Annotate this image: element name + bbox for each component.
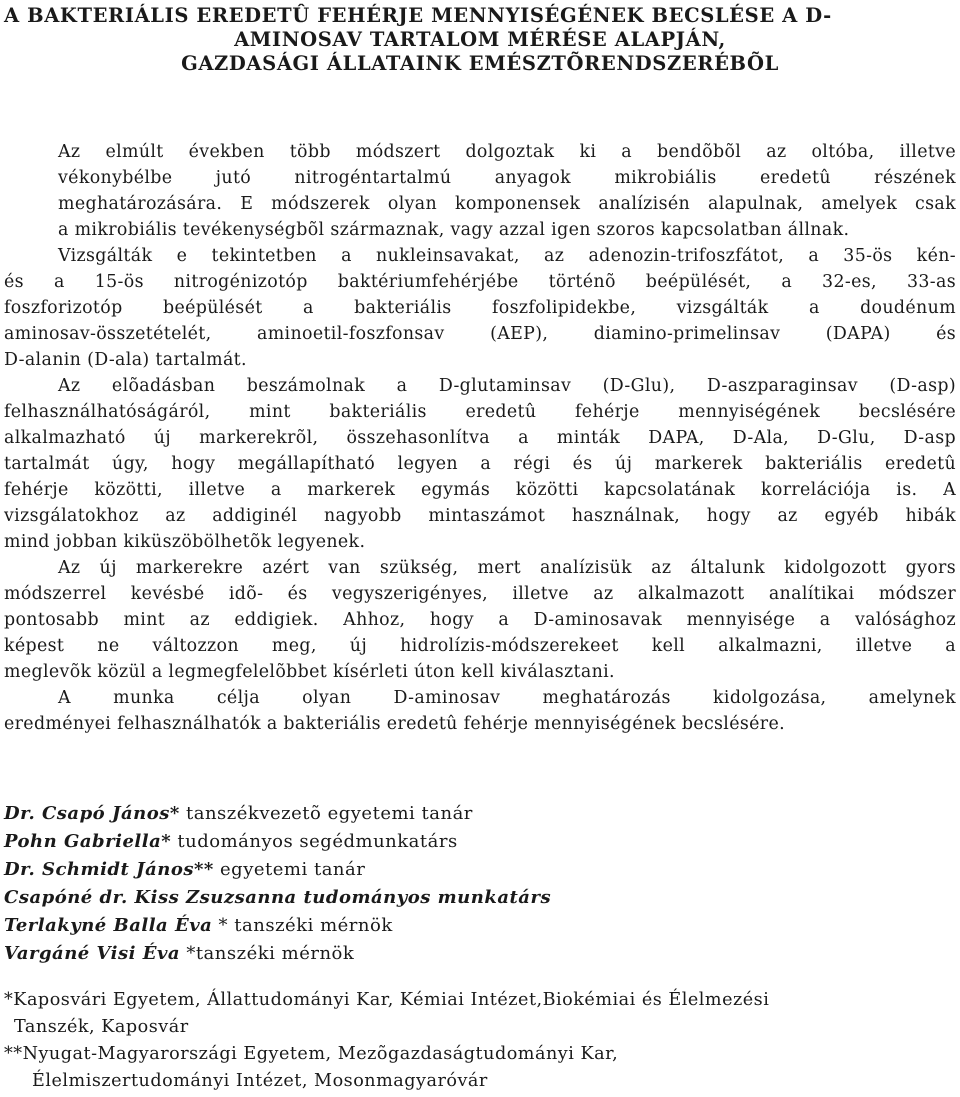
author-role: * tanszéki mérnök [212, 915, 393, 936]
author-entry [4, 912, 956, 940]
author-entry [4, 940, 956, 968]
author-name: Csapóné dr. Kiss Zsuzsanna tudományos munkatárs [4, 887, 552, 908]
text-line: Az elmúlt években több módszert dolgoztak ki a bendõbõl az oltóba, illetve [58, 142, 956, 162]
text-line: vékonybélbe jutó nitrogéntartalmú anyagok mikrobiális eredetû részének [58, 168, 956, 188]
author-name: Vargáné Visi Éva [4, 943, 181, 964]
text-line: eredményei felhasználhatók a bakteriális eredetû fehérje mennyiségének becslésére. [4, 714, 785, 734]
author-role: tanszékvezetõ egyetemi tanár [179, 803, 473, 824]
author-name: Terlakyné Balla Éva [4, 915, 213, 936]
author-entry [4, 884, 956, 912]
author-entry [4, 800, 956, 828]
title-line-2: AMINOSAV TARTALOM MÉRÉSE ALAPJÁN, [234, 28, 726, 51]
paragraph-presentation [4, 373, 956, 555]
text-line: a mikrobiális tevékenységbõl származnak, vagy azzal igen szoros kapcsolatban állnak. [58, 220, 850, 240]
text-line: módszerrel kevésbé idõ- és vegyszerigényes, illetve az alkalmazott analítikai módszer [4, 584, 956, 604]
author-name: Dr. Schmidt János** [4, 859, 214, 880]
paragraph-methods [4, 243, 956, 373]
author-role: tudományos segédmunkatárs [171, 831, 458, 852]
author-entry [4, 828, 956, 856]
paragraph-aim [4, 685, 956, 737]
text-line: pontosabb mint az eddigiek. Ahhoz, hogy a D-aminosavak mennyisége a valósághoz [4, 610, 956, 630]
author-entry [4, 856, 956, 884]
author-name: Pohn Gabriella* [4, 831, 172, 852]
text-line: meglevõk közül a legmegfelelõbbet kísérleti úton kell kiválasztani. [4, 662, 615, 682]
title-line-3: GAZDASÁGI ÁLLATAINK EMÉSZTÕRENDSZERÉBÕL [181, 52, 779, 75]
text-line: mind jobban kiküszöbölhetõk legyenek. [4, 532, 366, 552]
author-role: *tanszéki mérnök [180, 943, 355, 964]
text-line: vizsgálatokhoz az addiginél nagyobb mintaszámot használnak, hogy az egyéb hibák [4, 506, 956, 526]
paragraph-intro [4, 139, 956, 243]
text-line: aminosav-összetételét, aminoetil-foszfonsav (AEP), diamino-primelinsav (DAPA) és [4, 324, 956, 344]
text-line: foszforizotóp beépülését a bakteriális foszfolipidekbe, vizsgálták a doudénum [4, 298, 956, 318]
affiliation-list [4, 987, 956, 1095]
affiliation-line: Tanszék, Kaposvár [14, 1017, 189, 1037]
document-title [4, 4, 956, 76]
affiliation-line: **Nyugat-Magyarországi Egyetem, Mezõgazdaságtudományi Kar, [4, 1044, 619, 1064]
text-line: és a 15-ös nitrogénizotóp baktériumfehérjébe történõ beépülését, a 32-es, 33-as [4, 272, 956, 292]
text-line: Az új markerekre azért van szükség, mert analízisük az általunk kidolgozott gyors [58, 558, 956, 578]
text-line: Az elõadásban beszámolnak a D-glutaminsav (D-Glu), D-aszparaginsav (D-asp) [58, 376, 956, 396]
author-name: Dr. Csapó János* [4, 803, 180, 824]
text-line: képest ne változzon meg, új hidrolízis-módszerekeet kell alkalmazni, illetve a [4, 636, 956, 656]
abstract-body [4, 139, 956, 737]
author-list [4, 800, 956, 968]
text-line: felhasználhatóságáról, mint bakteriális eredetû fehérje mennyiségének becslésére [4, 402, 956, 422]
author-role: egyetemi tanár [213, 859, 366, 880]
paragraph-new-markers [4, 555, 956, 685]
affiliation-line: *Kaposvári Egyetem, Állattudományi Kar, Kémiai Intézet,Biokémiai és Élelmezési [4, 990, 770, 1010]
title-line-1: A BAKTERIÁLIS EREDETÛ FEHÉRJE MENNYISÉGÉNEK BECSLÉSE A D- [4, 4, 832, 27]
text-line: meghatározására. E módszerek olyan komponensek analízisén alapulnak, amelyek csak [58, 194, 956, 214]
text-line: fehérje közötti, illetve a markerek egymás közötti kapcsolatának korrelációja is. A [4, 480, 956, 500]
text-line: Vizsgálták e tekintetben a nukleinsavakat, az adenozin-trifoszfátot, a 35-ös kén- [58, 246, 956, 266]
text-line: D-alanin (D-ala) tartalmát. [4, 350, 247, 370]
affiliation-line: Élelmiszertudományi Intézet, Mosonmagyaróvár [32, 1071, 488, 1091]
text-line: alkalmazható új markerekrõl, összehasonlítva a minták DAPA, D-Ala, D-Glu, D-asp [4, 428, 956, 448]
text-line: A munka célja olyan D-aminosav meghatározás kidolgozása, amelynek [58, 688, 956, 708]
text-line: tartalmát úgy, hogy megállapítható legyen a régi és új markerek bakteriális eredetû [4, 454, 956, 474]
